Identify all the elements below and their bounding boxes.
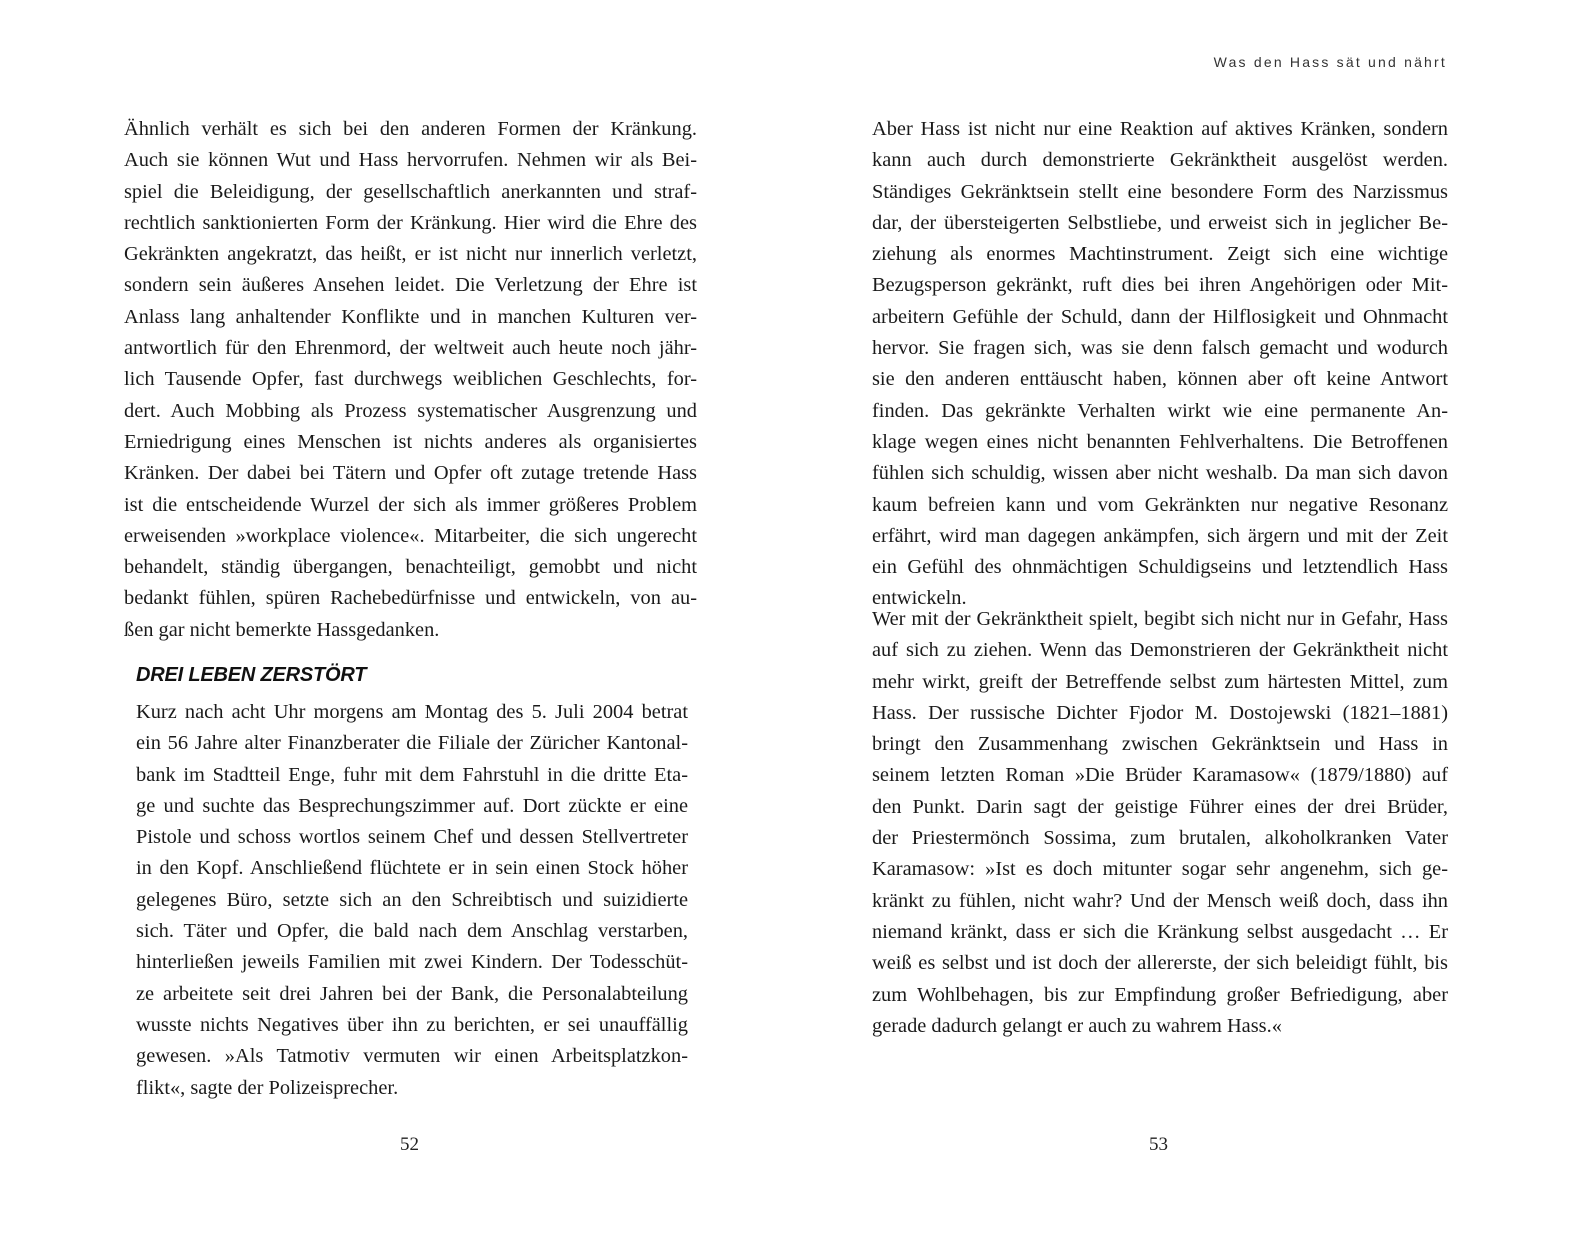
text-line: sich. Täter und Opfer, die bald nach dem Anschlag verstarben, bbox=[136, 920, 688, 943]
text-line: sondern sein äußeres Ansehen leidet. Die Verletzung der Ehre ist bbox=[124, 274, 697, 297]
text-line: wusste nichts Negatives über ihn zu berichten, er sei unauffällig bbox=[136, 1013, 688, 1036]
text-line: dar, der übersteigerten Selbstliebe, und erweist sich in jeglicher Be- bbox=[872, 211, 1448, 234]
text-line: ein 56 Jahre alter Finanzberater die Filiale der Züricher Kantonal- bbox=[136, 732, 688, 755]
text-line: gewesen. »Als Tatmotiv vermuten wir einen Arbeitsplatzkon- bbox=[136, 1045, 688, 1068]
text-line: sie den anderen enttäuscht haben, können aber oft keine Antwort bbox=[872, 368, 1448, 391]
text-line: auf sich zu ziehen. Wenn das Demonstrieren der Gekränktheit nicht bbox=[872, 639, 1448, 662]
text-line: kränkt zu fühlen, nicht wahr? Und der Mensch weiß doch, dass ihn bbox=[872, 889, 1448, 912]
text-line: Kurz nach acht Uhr morgens am Montag des 5. Juli 2004 betrat bbox=[136, 701, 688, 723]
text-line: bringt den Zusammenhang zwischen Gekränktsein und Hass in bbox=[872, 733, 1448, 756]
text-line: dert. Auch Mobbing als Prozess systematischer Ausgrenzung und bbox=[124, 399, 697, 422]
text-line: lich Tausende Opfer, fast durchwegs weiblichen Geschlechts, for- bbox=[124, 368, 697, 391]
text-line: gerade dadurch gelangt er auch zu wahrem Hass.« bbox=[872, 1014, 1282, 1037]
text-line: spiel die Beleidigung, der gesellschaftlich anerkannten und straf- bbox=[124, 180, 697, 203]
text-line: Karamasow: »Ist es doch mitunter sogar sehr angenehm, sich ge- bbox=[872, 858, 1448, 881]
text-line: Wer mit der Gekränktheit spielt, begibt sich nicht nur in Gefahr, Hass bbox=[872, 608, 1448, 630]
text-line: Erniedrigung eines Menschen ist nichts anderes als organisiertes bbox=[124, 430, 697, 453]
text-line: behandelt, ständig übergangen, benachteiligt, gemobbt und nicht bbox=[124, 556, 697, 579]
text-line: rechtlich sanktionierten Form der Kränkung. Hier wird die Ehre des bbox=[124, 211, 697, 234]
text-line: erweisenden »workplace violence«. Mitarbeiter, die sich ungerecht bbox=[124, 524, 697, 547]
left-paragraph-2 bbox=[136, 697, 688, 1104]
text-line: niemand kränkt, dass er sich die Kränkung selbst ausgedacht … Er bbox=[872, 920, 1448, 943]
text-line: hervor. Sie fragen sich, was sie denn falsch gemacht und wodurch bbox=[872, 337, 1448, 360]
left-paragraph-1 bbox=[124, 114, 697, 646]
text-line: ist die entscheidende Wurzel der sich als immer größeres Problem bbox=[124, 493, 697, 516]
right-paragraph-2 bbox=[872, 604, 1448, 1042]
text-line: Aber Hass ist nicht nur eine Reaktion auf aktives Kränken, sondern bbox=[872, 118, 1448, 140]
text-line: gelegenes Büro, setzte sich an den Schreibtisch und suizidierte bbox=[136, 888, 688, 911]
text-line: bank im Stadtteil Enge, fuhr mit dem Fahrstuhl in die dritte Eta- bbox=[136, 763, 688, 786]
text-line: den Punkt. Darin sagt der geistige Führer eines der drei Brüder, bbox=[872, 795, 1448, 818]
text-line: ziehung als enormes Machtinstrument. Zeigt sich eine wichtige bbox=[872, 243, 1448, 266]
text-line: flikt«, sagte der Polizeisprecher. bbox=[136, 1076, 399, 1099]
text-line: antwortlich für den Ehrenmord, der weltweit auch heute noch jähr- bbox=[124, 337, 697, 360]
text-line: in den Kopf. Anschließend flüchtete er in sein einen Stock höher bbox=[136, 857, 688, 880]
text-line: Hass. Der russische Dichter Fjodor M. Dostojewski (1821–1881) bbox=[872, 701, 1448, 724]
text-line: ge und suchte das Besprechungszimmer auf. Dort zückte er eine bbox=[136, 794, 688, 817]
text-line: Ständiges Gekränktsein stellt eine besondere Form des Narzissmus bbox=[872, 180, 1448, 203]
text-line: Kränken. Der dabei bei Tätern und Opfer oft zutage tretende Hass bbox=[124, 462, 697, 485]
text-line: fühlen sich schuldig, wissen aber nicht weshalb. Da man sich davon bbox=[872, 462, 1448, 485]
text-line: kann auch durch demonstrierte Gekränktheit ausgelöst werden. bbox=[872, 149, 1448, 172]
text-line: mehr wirkt, greift der Betreffende selbst zum härtesten Mittel, zum bbox=[872, 670, 1448, 693]
page-number-right: 53 bbox=[1149, 1134, 1168, 1155]
text-line: erfährt, wird man dagegen ankämpfen, sich ärgern und mit der Zeit bbox=[872, 524, 1448, 547]
text-line: ßen gar nicht bemerkte Hassgedanken. bbox=[124, 618, 440, 641]
text-line: Bezugsperson gekränkt, ruft dies bei ihren Angehörigen oder Mit- bbox=[872, 274, 1448, 297]
text-line: finden. Das gekränkte Verhalten wirkt wie eine permanente An- bbox=[872, 399, 1448, 422]
text-line: ein Gefühl des ohnmächtigen Schuldigseins und letztendlich Hass bbox=[872, 556, 1448, 579]
text-line: ze arbeitete seit drei Jahren bei der Bank, die Personalabteilung bbox=[136, 982, 688, 1005]
right-page bbox=[797, 0, 1594, 1240]
text-line: arbeitern Gefühle der Schuld, dann der Hilflosigkeit und Ohnmacht bbox=[872, 305, 1448, 328]
section-heading: DREI LEBEN ZERSTÖRT bbox=[136, 664, 367, 686]
running-head: Was den Hass sät und nährt bbox=[1213, 54, 1447, 70]
text-line: seinem letzten Roman »Die Brüder Karamasow« (1879/1880) auf bbox=[872, 764, 1448, 787]
text-line: Auch sie können Wut und Hass hervorrufen. Nehmen wir als Bei- bbox=[124, 149, 697, 172]
text-line: Ähnlich verhält es sich bei den anderen Formen der Kränkung. bbox=[124, 118, 697, 140]
text-line: bedankt fühlen, spüren Rachebedürfnisse und entwickeln, von au- bbox=[124, 587, 697, 610]
text-line: kaum befreien kann und vom Gekränkten nur negative Resonanz bbox=[872, 493, 1448, 516]
text-line: Gekränkten angekratzt, das heißt, er ist nicht nur innerlich verletzt, bbox=[124, 243, 697, 266]
text-line: Anlass lang anhaltender Konflikte und in manchen Kulturen ver- bbox=[124, 305, 697, 328]
text-line: zum Wohlbehagen, bis zur Empfindung großer Befriedigung, aber bbox=[872, 983, 1448, 1006]
text-line: der Priestermönch Sossima, zum brutalen, alkoholkranken Vater bbox=[872, 827, 1448, 850]
text-line: weiß es selbst und ist doch der allererste, der sich beleidigt fühlt, bis bbox=[872, 952, 1448, 975]
text-line: entwickeln. bbox=[872, 587, 967, 610]
text-line: hinterließen jeweils Familien mit zwei Kindern. Der Todesschüt- bbox=[136, 951, 688, 974]
text-line: klage wegen eines nicht benannten Fehlverhaltens. Die Betroffenen bbox=[872, 430, 1448, 453]
page-number-left: 52 bbox=[400, 1134, 419, 1155]
text-line: Pistole und schoss wortlos seinem Chef und dessen Stellvertreter bbox=[136, 826, 688, 849]
right-paragraph-1 bbox=[872, 114, 1448, 615]
